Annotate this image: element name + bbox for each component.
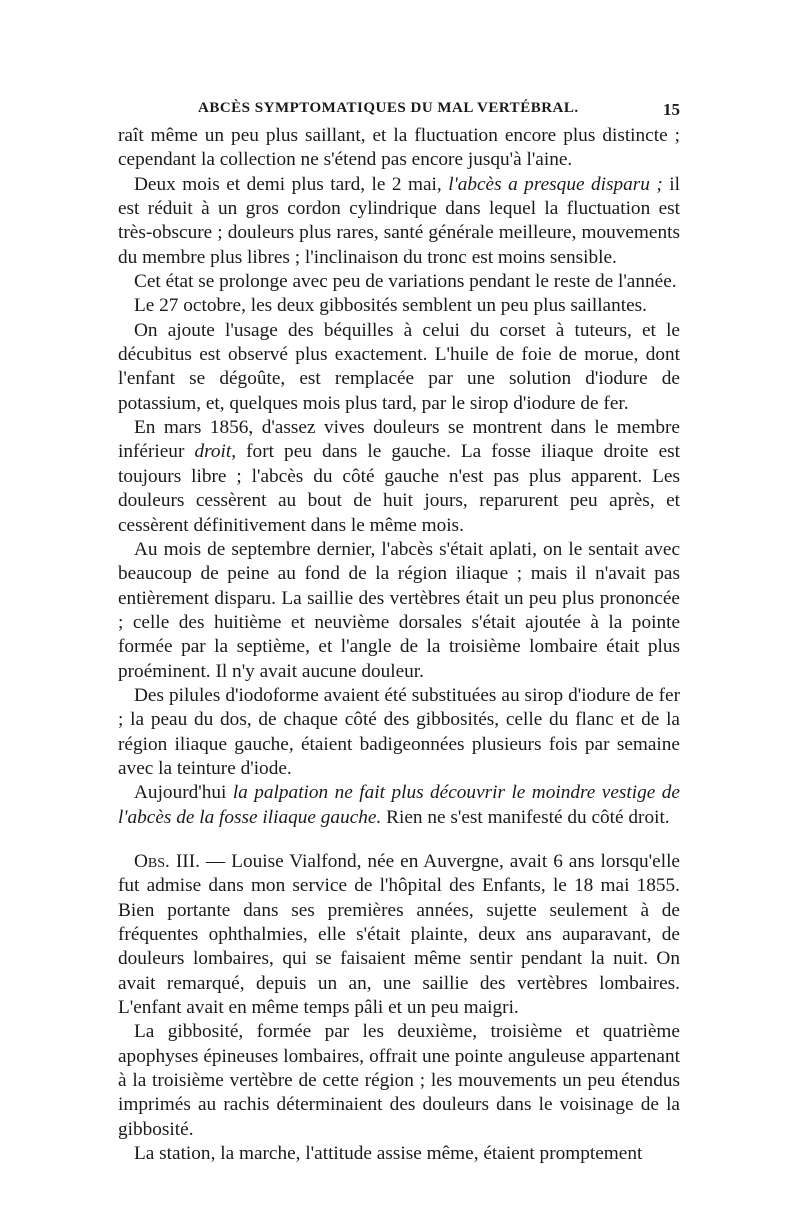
paragraph	[118, 684, 680, 781]
paragraph-text: raît même un peu plus saillant, et la fluctuation encore plus distincte ; cependant la collection ne s'étend pas encore jusqu'à l'aine.	[118, 125, 680, 171]
running-header	[118, 100, 680, 122]
paragraph	[118, 319, 680, 416]
paragraph	[118, 781, 680, 830]
paragraph-text: Rien ne s'est manifesté du côté droit.	[381, 806, 670, 828]
paragraph-text: Des pilules d'iodoforme avaient été substituées au sirop d'iodure de fer ; la peau du dos, de chaque côté des gibbosités, celle du flanc et de la région iliaque gauche, étaient badigeonnées plusieurs fois par semaine avec la teinture d'iode.	[118, 684, 680, 779]
paragraph	[118, 850, 680, 1020]
paragraph	[118, 538, 680, 684]
paragraph-text: La gibbosité, formée par les deuxième, troisième et quatrième apophyses épineuses lombaires, offrait une pointe anguleuse appartenant à la troisième vertèbre de cette région ; les mouvements un peu étendus imprimés au rachis déterminaient des douleurs dans le voisinage de la gibbosité.	[118, 1021, 680, 1140]
paragraph	[118, 270, 680, 294]
paragraph-text: il est réduit à un gros cordon cylindrique dans lequel la fluctuation est très-obscure ; douleurs plus rares, santé générale meilleure, mouvements du membre plus libres ; l'inclinaison du tronc est moins sensible.	[118, 173, 680, 268]
running-title: ABCÈS SYMPTOMATIQUES DU MAL VERTÉBRAL.	[198, 100, 579, 116]
section-gap	[118, 830, 680, 850]
paragraph-text: Au mois de septembre dernier, l'abcès s'était aplati, on le sentait avec beaucoup de peine au fond de la région iliaque ; mais il n'avait pas entièrement disparu. La saillie des vertèbres était un peu plus prononcée ; celle des huitième et neuvième dorsales s'était ajoutée à la pointe formée par la septième, et l'angle de la troisième lombaire était plus proéminent. Il n'y avait aucune douleur.	[118, 538, 680, 682]
paragraph	[118, 124, 680, 173]
paragraph-text: En mars 1856, d'assez vives douleurs se montrent dans le membre inférieur	[118, 417, 680, 463]
italic-text: la palpation ne fait plus découvrir le moindre vestige de l'abcès de la fosse iliaque gauche.	[118, 782, 680, 828]
paragraph-text: fort peu dans le gauche. La fosse iliaque droite est toujours libre ; l'abcès du côté gauche n'est pas plus apparent. Les douleurs cessèrent au bout de huit jours, reparurent peu après, et cessèrent définitivement dans le même mois.	[118, 441, 680, 536]
paragraph-text: On ajoute l'usage des béquilles à celui du corset à tuteurs, et le décubitus est observé plus exactement. L'huile de foie de morue, dont l'enfant se dégoûte, est remplacée par une solution d'iodure de potassium, et, quelques mois plus tard, par le sirop d'iodure de fer.	[118, 319, 680, 414]
paragraph	[118, 173, 680, 270]
italic-text: l'abcès a presque disparu ;	[448, 173, 663, 195]
page-number: 15	[663, 100, 680, 119]
italic-text: droit,	[194, 441, 237, 463]
paragraph	[118, 1020, 680, 1142]
paragraph-text: Obs.	[134, 850, 170, 872]
page-body	[118, 124, 680, 1166]
paragraph-text: Aujourd'hui	[134, 782, 233, 804]
paragraph	[118, 294, 680, 318]
paragraph-text: La station, la marche, l'attitude assise même, étaient promptement	[134, 1143, 643, 1165]
paragraph-text: Le 27 octobre, les deux gibbosités semblent un peu plus saillantes.	[134, 295, 647, 317]
paragraph-text: Deux mois et demi plus tard, le 2 mai,	[134, 173, 449, 195]
paragraph	[118, 1142, 680, 1166]
paragraph	[118, 416, 680, 538]
paragraph-text: III. — Louise Vialfond, née en Auvergne, avait 6 ans lorsqu'elle fut admise dans mon service de l'hôpital des Enfants, le 18 mai 1855. Bien portante dans ses premières années, sujette seulement à de fréquentes ophthalmies, elle s'était plainte, deux ans auparavant, de douleurs lombaires, qui se faisaient même sentir pendant la nuit. On avait remarqué, depuis un an, une saillie des vertèbres lombaires. L'enfant avait en même temps pâli et un peu maigri.	[118, 850, 680, 1019]
paragraph-text: Cet état se prolonge avec peu de variations pendant le reste de l'année.	[134, 271, 677, 293]
